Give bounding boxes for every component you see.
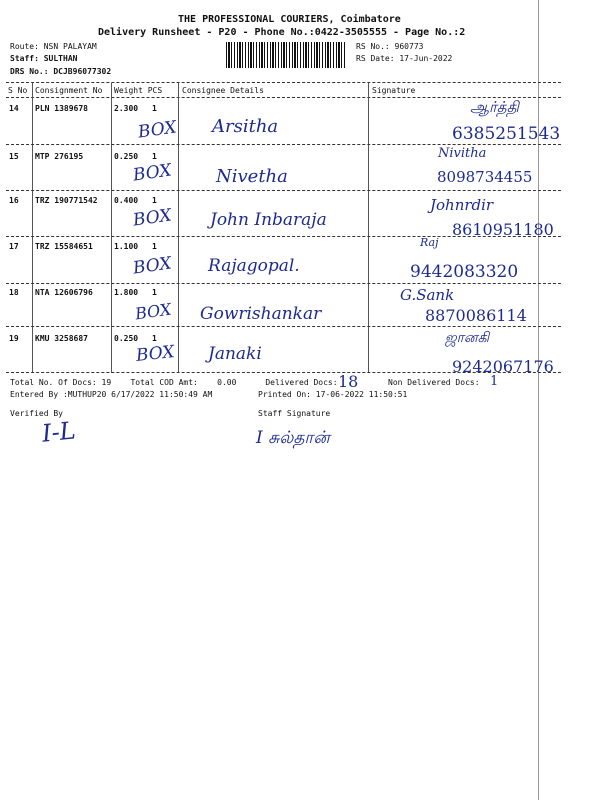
row-sno: 16 [9, 196, 19, 205]
drs-value: DCJB96077302 [53, 67, 112, 76]
row-phone: 9242067176 [452, 357, 554, 376]
row-box-mark: BOX [131, 205, 173, 231]
row-sno: 14 [9, 104, 19, 113]
rs-no-field [356, 42, 423, 51]
row-pcs: 1 [152, 152, 157, 161]
rs-no-label: RS No.: [356, 42, 390, 51]
row-weight: 2.300 [114, 104, 139, 113]
row-divider [6, 326, 561, 327]
row-pcs: 1 [152, 104, 157, 113]
non-delivered-count: 1 [490, 374, 499, 389]
non-delivered-label: Non Delivered Docs: [388, 378, 480, 387]
row-consignee-name: Nivetha [216, 166, 288, 187]
cod-value: 0.00 [217, 378, 237, 387]
row-consignment: TRZ 15584651 [35, 242, 93, 251]
route-value: NSN PALAYAM [43, 42, 97, 51]
row-phone: 9442083320 [410, 262, 519, 282]
row-sno: 17 [9, 242, 19, 251]
rs-no-value: 960773 [394, 42, 424, 51]
row-phone: 6385251543 [452, 124, 561, 144]
row-signature: Johnrdir [430, 196, 494, 214]
col-weight-pcs: Weight PCS [114, 86, 163, 95]
col-divider [32, 83, 33, 373]
drs-label: DRS No.: [10, 67, 49, 76]
row-consignment: MTP 276195 [35, 152, 84, 161]
row-consignee-name: Janaki [208, 344, 262, 364]
row-divider [6, 236, 561, 237]
row-phone: 8610951180 [452, 220, 554, 239]
col-divider [178, 83, 179, 373]
row-consignee-name: John Inbaraja [210, 210, 327, 230]
row-consignment: PLN 1389678 [35, 104, 88, 113]
rs-date-label: RS Date: [356, 54, 395, 63]
rs-date-field [356, 54, 452, 63]
page-edge-line [538, 0, 539, 800]
row-divider [6, 144, 561, 145]
staff-signature-label: Staff Signature [258, 409, 331, 418]
staff-field [10, 54, 77, 63]
row-signature: Raj [420, 236, 439, 249]
row-consignment: KMU 3258687 [35, 334, 88, 343]
row-weight: 1.100 [114, 242, 139, 251]
row-divider [6, 283, 561, 284]
route-label: Route: [10, 42, 39, 51]
row-signature: G.Sank [400, 286, 455, 304]
row-signature: ஆர்த்தி [470, 98, 519, 116]
col-consignee: Consignee Details [182, 86, 264, 95]
drs-field [10, 67, 111, 76]
row-sno: 18 [9, 288, 19, 297]
staff-value: SULTHAN [43, 54, 78, 63]
row-box-mark: BOX [136, 117, 178, 143]
row-phone: 8870086114 [425, 306, 527, 325]
summary-line [10, 378, 338, 387]
printed-on: Printed On: 17-06-2022 11:50:51 [258, 390, 408, 399]
row-pcs: 1 [152, 242, 157, 251]
row-weight: 0.250 [114, 334, 139, 343]
col-divider [111, 83, 112, 373]
entered-by: Entered By :MUTHUP20 6/17/2022 11:50:49 AM [10, 390, 213, 399]
row-consignee-name: Arsitha [212, 116, 279, 137]
row-box-mark: BOX [131, 160, 173, 186]
row-sno: 19 [9, 334, 19, 343]
row-sno: 15 [9, 152, 19, 161]
row-consignment: TRZ 190771542 [35, 196, 98, 205]
row-consignee-name: Gowrishankar [200, 304, 322, 324]
company-title: THE PROFESSIONAL COURIERS, Coimbatore [178, 14, 401, 25]
verified-signature: I-L [40, 416, 77, 448]
row-pcs: 1 [152, 288, 157, 297]
row-phone: 8098734455 [437, 168, 533, 186]
total-docs-value: 19 [101, 378, 112, 387]
staff-label: Staff: [10, 54, 39, 63]
verified-by-label: Verified By [10, 409, 63, 418]
route-field [10, 42, 97, 51]
row-weight: 0.400 [114, 196, 139, 205]
row-consignment: NTA 12606796 [35, 288, 93, 297]
staff-signature: I சுல்தான் [256, 428, 330, 448]
col-divider [368, 83, 369, 373]
runsheet-title: Delivery Runsheet - P20 - Phone No.:0422-3505555 - Page No.:2 [98, 27, 466, 38]
col-consignment: Consignment No [35, 86, 103, 95]
table-top-rule [6, 82, 561, 83]
row-weight: 1.800 [114, 288, 139, 297]
row-box-mark: BOX [133, 299, 173, 324]
delivered-label: Delivered Docs: [265, 378, 338, 387]
row-box-mark: BOX [131, 253, 173, 279]
delivered-count: 18 [338, 372, 359, 391]
row-weight: 0.250 [114, 152, 139, 161]
row-consignee-name: Rajagopal. [208, 256, 300, 276]
row-signature: ஜானகி [445, 330, 490, 346]
row-divider [6, 190, 561, 191]
table-bottom-rule [6, 372, 561, 373]
row-box-mark: BOX [135, 342, 176, 366]
total-docs-label: Total No. Of Docs: [10, 378, 97, 387]
row-pcs: 1 [152, 196, 157, 205]
barcode [226, 42, 346, 68]
cod-label: Total COD Amt: [130, 378, 198, 387]
row-signature: Nivitha [438, 146, 487, 161]
row-pcs: 1 [152, 334, 157, 343]
col-signature: Signature [372, 86, 416, 95]
rs-date-value: 17-Jun-2022 [399, 54, 453, 63]
col-sno: S No [8, 86, 28, 95]
